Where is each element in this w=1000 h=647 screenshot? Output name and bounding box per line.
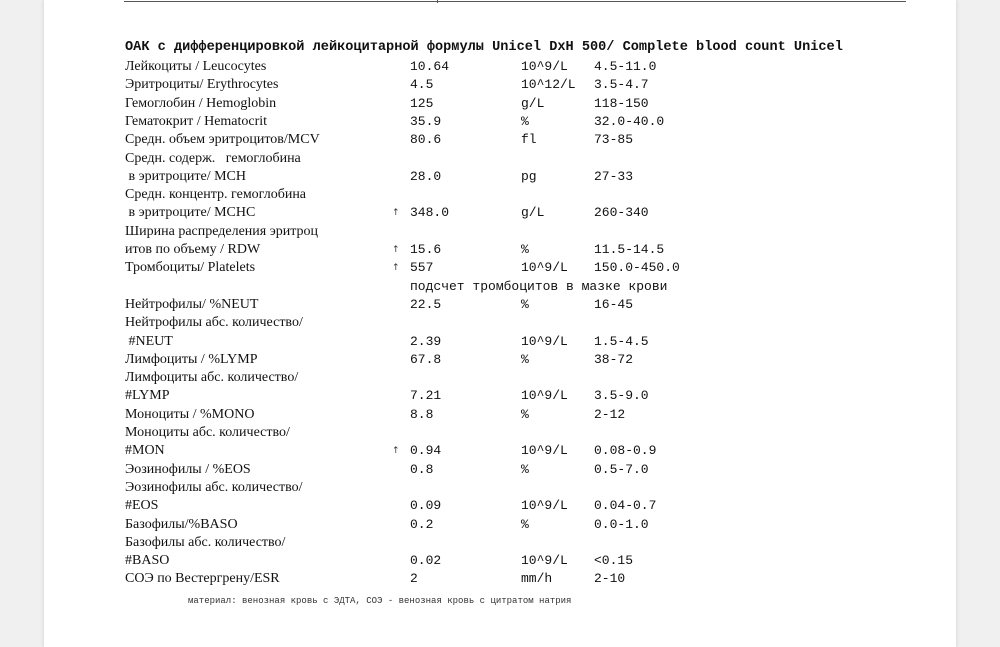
- result-row: [44, 76, 956, 94]
- result-row: [44, 259, 956, 277]
- result-value: 348.0: [410, 205, 450, 221]
- result-name: Моноциты / %MONO: [125, 406, 255, 422]
- result-value: 125: [410, 95, 434, 111]
- result-reference-range: 3.5-4.7: [594, 77, 649, 93]
- result-reference-range: 0.08-0.9: [594, 443, 657, 459]
- result-reference-range: 1.5-4.5: [594, 333, 649, 349]
- result-unit: 10^9/L: [521, 59, 568, 74]
- result-row: [44, 351, 956, 369]
- result-value: 15.6: [410, 242, 442, 257]
- result-name: Нейтрофилы абс. количество/: [125, 315, 303, 331]
- result-unit: %: [521, 242, 529, 257]
- result-row: [44, 58, 956, 76]
- result-unit: 10^9/L: [521, 443, 568, 459]
- result-reference-range: 16-45: [594, 296, 634, 312]
- result-unit: %: [521, 461, 529, 477]
- result-unit: pg: [521, 168, 537, 184]
- top-divider: [124, 1, 906, 2]
- result-row: [44, 223, 956, 241]
- result-value: 0.94: [410, 443, 442, 459]
- result-name: #NEUT: [125, 333, 173, 349]
- result-name: Лимфоциты абс. количество/: [125, 370, 299, 386]
- result-name: #MON: [125, 443, 165, 459]
- result-value: 0.8: [410, 461, 434, 477]
- result-name: #EOS: [125, 498, 159, 514]
- report-page: [44, 0, 956, 647]
- result-name: Лейкоциты / Leucocytes: [125, 59, 267, 74]
- result-value: 2: [410, 571, 418, 587]
- result-row: [44, 95, 956, 113]
- result-reference-range: 260-340: [594, 205, 649, 221]
- result-value: 8.8: [410, 406, 434, 422]
- result-row: [44, 150, 956, 168]
- result-unit: %: [521, 351, 529, 367]
- result-name: Эозинофилы / %EOS: [125, 461, 251, 477]
- result-value: 7.21: [410, 388, 442, 404]
- result-unit: 10^12/L: [521, 77, 576, 93]
- result-row: [44, 424, 956, 442]
- result-row: [44, 369, 956, 387]
- result-row: [44, 241, 956, 259]
- result-value: 0.09: [410, 498, 442, 514]
- result-name: Ширина распределения эритроц: [125, 223, 319, 239]
- result-unit: 10^9/L: [521, 553, 568, 569]
- result-row: [44, 534, 956, 552]
- result-value: 35.9: [410, 113, 442, 129]
- result-value: 22.5: [410, 296, 442, 312]
- result-name: Нейтрофилы/ %NEUT: [125, 296, 259, 312]
- result-row: [44, 406, 956, 424]
- result-unit: %: [521, 406, 529, 422]
- result-reference-range: 150.0-450.0: [594, 260, 680, 276]
- result-reference-range: 2-10: [594, 571, 626, 587]
- result-name: СОЭ по Вестергрену/ESR: [125, 571, 280, 587]
- result-name: в эритроците/ MCH: [125, 168, 247, 184]
- result-reference-range: 3.5-9.0: [594, 388, 649, 404]
- result-row: [44, 461, 956, 479]
- result-flag: ↑: [392, 208, 400, 219]
- result-name: Эозинофилы абс. количество/: [125, 479, 303, 495]
- result-unit: mm/h: [521, 571, 553, 587]
- result-name: Гемоглобин / Hemoglobin: [125, 95, 277, 111]
- result-flag: ↑: [392, 263, 400, 274]
- result-unit: 10^9/L: [521, 260, 568, 276]
- result-name: Гематокрит / Hematocrit: [125, 113, 268, 129]
- result-unit: 10^9/L: [521, 333, 568, 349]
- result-reference-range: 38-72: [594, 351, 634, 367]
- result-row: [44, 296, 956, 314]
- result-flag: ↑: [392, 245, 400, 255]
- result-reference-range: 4.5-11.0: [594, 59, 657, 74]
- result-unit: %: [521, 516, 529, 532]
- result-unit: 10^9/L: [521, 498, 568, 514]
- result-flag: ↑: [392, 446, 400, 457]
- result-row: [44, 168, 956, 186]
- result-row: [44, 570, 956, 588]
- result-reference-range: 27-33: [594, 168, 634, 184]
- result-unit: fl: [521, 132, 537, 148]
- result-name: Базофилы абс. количество/: [125, 534, 286, 550]
- result-name: в эритроците/ MCHC: [125, 205, 256, 221]
- result-value: 0.2: [410, 516, 434, 532]
- result-row: [44, 387, 956, 405]
- top-divider-tick: [437, 0, 438, 3]
- result-value: 557: [410, 260, 434, 276]
- result-row: [44, 131, 956, 149]
- result-row: [44, 204, 956, 222]
- result-reference-range: 0.04-0.7: [594, 498, 657, 514]
- result-row: [44, 479, 956, 497]
- result-name: Лимфоциты / %LYMP: [125, 351, 258, 367]
- result-value: 4.5: [410, 77, 434, 93]
- result-name: Тромбоциты/ Platelets: [125, 260, 256, 276]
- result-reference-range: 118-150: [594, 95, 649, 111]
- specimen-footnote: материал: венозная кровь с ЭДТА, СОЭ - венозная кровь с цитратом натрия: [188, 596, 572, 606]
- result-name: Моноциты абс. количество/: [125, 425, 290, 440]
- result-reference-range: 0.5-7.0: [594, 461, 649, 477]
- result-unit: %: [521, 296, 529, 312]
- result-row: [44, 552, 956, 570]
- result-reference-range: 73-85: [594, 132, 634, 148]
- result-name: Средн. объем эритроцитов/MCV: [125, 132, 320, 148]
- result-row: [44, 442, 956, 460]
- result-name: Эритроциты/ Erythrocytes: [125, 77, 279, 93]
- result-value: 0.02: [410, 553, 442, 569]
- result-reference-range: 0.0-1.0: [594, 516, 649, 532]
- result-row: [44, 497, 956, 515]
- result-value: 28.0: [410, 168, 442, 184]
- platelet-note: подсчет тромбоцитов в мазке крови: [410, 279, 668, 294]
- result-name: Средн. концентр. гемоглобина: [125, 187, 307, 203]
- result-value: 67.8: [410, 351, 442, 367]
- result-row: [44, 516, 956, 534]
- result-row: [44, 186, 956, 204]
- result-value: 80.6: [410, 132, 442, 148]
- result-reference-range: <0.15: [594, 553, 634, 569]
- result-reference-range: 32.0-40.0: [594, 113, 665, 129]
- result-unit: g/L: [521, 205, 545, 221]
- result-name: #LYMP: [125, 388, 170, 404]
- result-row: [44, 314, 956, 332]
- result-unit: %: [521, 113, 529, 129]
- result-name: итов по объему / RDW: [125, 242, 261, 257]
- result-name: Базофилы/%BASO: [125, 516, 238, 532]
- result-unit: g/L: [521, 95, 545, 111]
- result-name: Средн. содерж. гемоглобина: [125, 150, 301, 166]
- report-title: ОАК с дифференцировкой лейкоцитарной формулы Unicel DxH 500/ Complete blood count Unicel: [125, 40, 843, 55]
- result-row: [44, 113, 956, 131]
- result-value: 2.39: [410, 333, 442, 349]
- result-reference-range: 11.5-14.5: [594, 242, 665, 257]
- result-name: #BASO: [125, 553, 170, 569]
- result-unit: 10^9/L: [521, 388, 568, 404]
- result-row: [44, 333, 956, 351]
- result-reference-range: 2-12: [594, 406, 626, 422]
- result-value: 10.64: [410, 59, 450, 74]
